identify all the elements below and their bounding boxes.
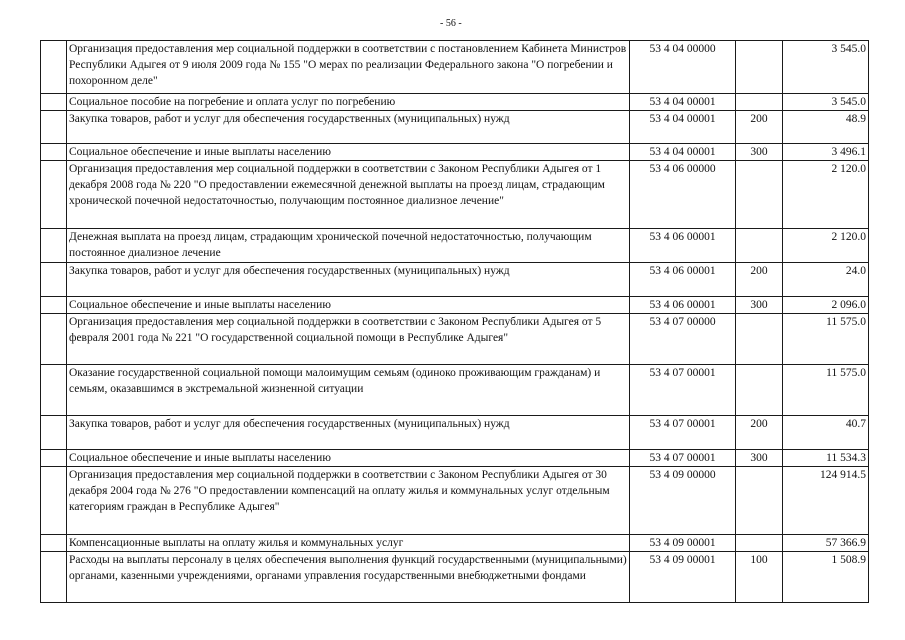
table-row [41, 111, 869, 144]
table-row [41, 229, 869, 263]
target-code: 53 4 06 00001 [630, 297, 736, 314]
target-code: 53 4 06 00001 [630, 263, 736, 297]
expense-name: Закупка товаров, работ и услуг для обеспечения государственных (муниципальных) нужд [67, 111, 630, 144]
row-number-cell [41, 161, 67, 229]
amount: 11 575.0 [783, 365, 869, 416]
amount: 2 120.0 [783, 161, 869, 229]
target-code: 53 4 07 00001 [630, 416, 736, 450]
row-number-cell [41, 467, 67, 535]
amount: 11 534.3 [783, 450, 869, 467]
table-row [41, 41, 869, 94]
expense-type: 300 [736, 144, 783, 161]
amount: 11 575.0 [783, 314, 869, 365]
table-row [41, 297, 869, 314]
budget-table-body [41, 41, 869, 603]
table-row [41, 450, 869, 467]
expense-name: Социальное обеспечение и иные выплаты населению [67, 450, 630, 467]
expense-name: Организация предоставления мер социальной поддержки в соответствии с постановлением Кабинета Министров Республики Адыгея от 9 июля 2009 года № 155 "О мерах по реализации Федерального закона "О погребении и похоронном деле" [67, 41, 630, 94]
expense-name: Оказание государственной социальной помощи малоимущим семьям (одиноко проживающим гражданам) и семьям, оказавшимся в экстремальной жизненной ситуации [67, 365, 630, 416]
target-code: 53 4 07 00001 [630, 365, 736, 416]
expense-type [736, 94, 783, 111]
expense-name: Социальное пособие на погребение и оплата услуг по погребению [67, 94, 630, 111]
table-row [41, 314, 869, 365]
budget-table [40, 40, 869, 603]
target-code: 53 4 04 00000 [630, 41, 736, 94]
row-number-cell [41, 144, 67, 161]
expense-type: 200 [736, 416, 783, 450]
row-number-cell [41, 535, 67, 552]
table-row [41, 365, 869, 416]
row-number-cell [41, 314, 67, 365]
expense-name: Денежная выплата на проезд лицам, страдающим хронической почечной недостаточностью, получающим постоянное диализное лечение [67, 229, 630, 263]
expense-type [736, 41, 783, 94]
amount: 2 120.0 [783, 229, 869, 263]
amount: 1 508.9 [783, 552, 869, 603]
row-number-cell [41, 229, 67, 263]
expense-type [736, 467, 783, 535]
expense-type [736, 161, 783, 229]
target-code: 53 4 09 00001 [630, 552, 736, 603]
table-row [41, 552, 869, 603]
expense-type: 200 [736, 263, 783, 297]
row-number-cell [41, 41, 67, 94]
expense-name: Закупка товаров, работ и услуг для обеспечения государственных (муниципальных) нужд [67, 263, 630, 297]
amount: 57 366.9 [783, 535, 869, 552]
table-row [41, 535, 869, 552]
expense-type: 200 [736, 111, 783, 144]
target-code: 53 4 06 00000 [630, 161, 736, 229]
table-row [41, 94, 869, 111]
expense-name: Компенсационные выплаты на оплату жилья и коммунальных услуг [67, 535, 630, 552]
amount: 124 914.5 [783, 467, 869, 535]
expense-name: Закупка товаров, работ и услуг для обеспечения государственных (муниципальных) нужд [67, 416, 630, 450]
row-number-cell [41, 94, 67, 111]
row-number-cell [41, 552, 67, 603]
row-number-cell [41, 297, 67, 314]
row-number-cell [41, 450, 67, 467]
expense-type [736, 314, 783, 365]
page-number: - 56 - [440, 18, 462, 29]
amount: 48.9 [783, 111, 869, 144]
amount: 24.0 [783, 263, 869, 297]
expense-name: Социальное обеспечение и иные выплаты населению [67, 144, 630, 161]
table-row [41, 161, 869, 229]
target-code: 53 4 04 00001 [630, 94, 736, 111]
row-number-cell [41, 263, 67, 297]
table-row [41, 263, 869, 297]
row-number-cell [41, 365, 67, 416]
target-code: 53 4 09 00001 [630, 535, 736, 552]
row-number-cell [41, 416, 67, 450]
expense-name: Организация предоставления мер социальной поддержки в соответствии с Законом Республики Адыгея от 30 декабря 2004 года № 276 "О предоставлении компенсаций на оплату жилья и коммунальных услуг отдельным категориям граждан в Республике Адыгея" [67, 467, 630, 535]
expense-name: Социальное обеспечение и иные выплаты населению [67, 297, 630, 314]
expense-type [736, 535, 783, 552]
target-code: 53 4 07 00000 [630, 314, 736, 365]
target-code: 53 4 09 00000 [630, 467, 736, 535]
expense-name: Расходы на выплаты персоналу в целях обеспечения выполнения функций государственными (муниципальными) органами, казенными учреждениями, органами управления государственными внебюджетными фондами [67, 552, 630, 603]
expense-name: Организация предоставления мер социальной поддержки в соответствии с Законом Республики Адыгея от 5 февраля 2001 года № 221 "О государственной социальной помощи в Республике Адыгея" [67, 314, 630, 365]
target-code: 53 4 06 00001 [630, 229, 736, 263]
amount: 3 496.1 [783, 144, 869, 161]
target-code: 53 4 07 00001 [630, 450, 736, 467]
target-code: 53 4 04 00001 [630, 111, 736, 144]
expense-type [736, 229, 783, 263]
expense-type: 300 [736, 297, 783, 314]
table-row [41, 144, 869, 161]
amount: 2 096.0 [783, 297, 869, 314]
amount: 40.7 [783, 416, 869, 450]
target-code: 53 4 04 00001 [630, 144, 736, 161]
table-row [41, 467, 869, 535]
expense-type: 300 [736, 450, 783, 467]
expense-name: Организация предоставления мер социальной поддержки в соответствии с Законом Республики Адыгея от 1 декабря 2008 года № 220 "О предоставлении ежемесячной денежной выплаты на проезд лицам, страдающим хронической почечной недостаточностью, получающим постоянное диализное лечение" [67, 161, 630, 229]
row-number-cell [41, 111, 67, 144]
amount: 3 545.0 [783, 41, 869, 94]
amount: 3 545.0 [783, 94, 869, 111]
expense-type [736, 365, 783, 416]
table-row [41, 416, 869, 450]
expense-type: 100 [736, 552, 783, 603]
